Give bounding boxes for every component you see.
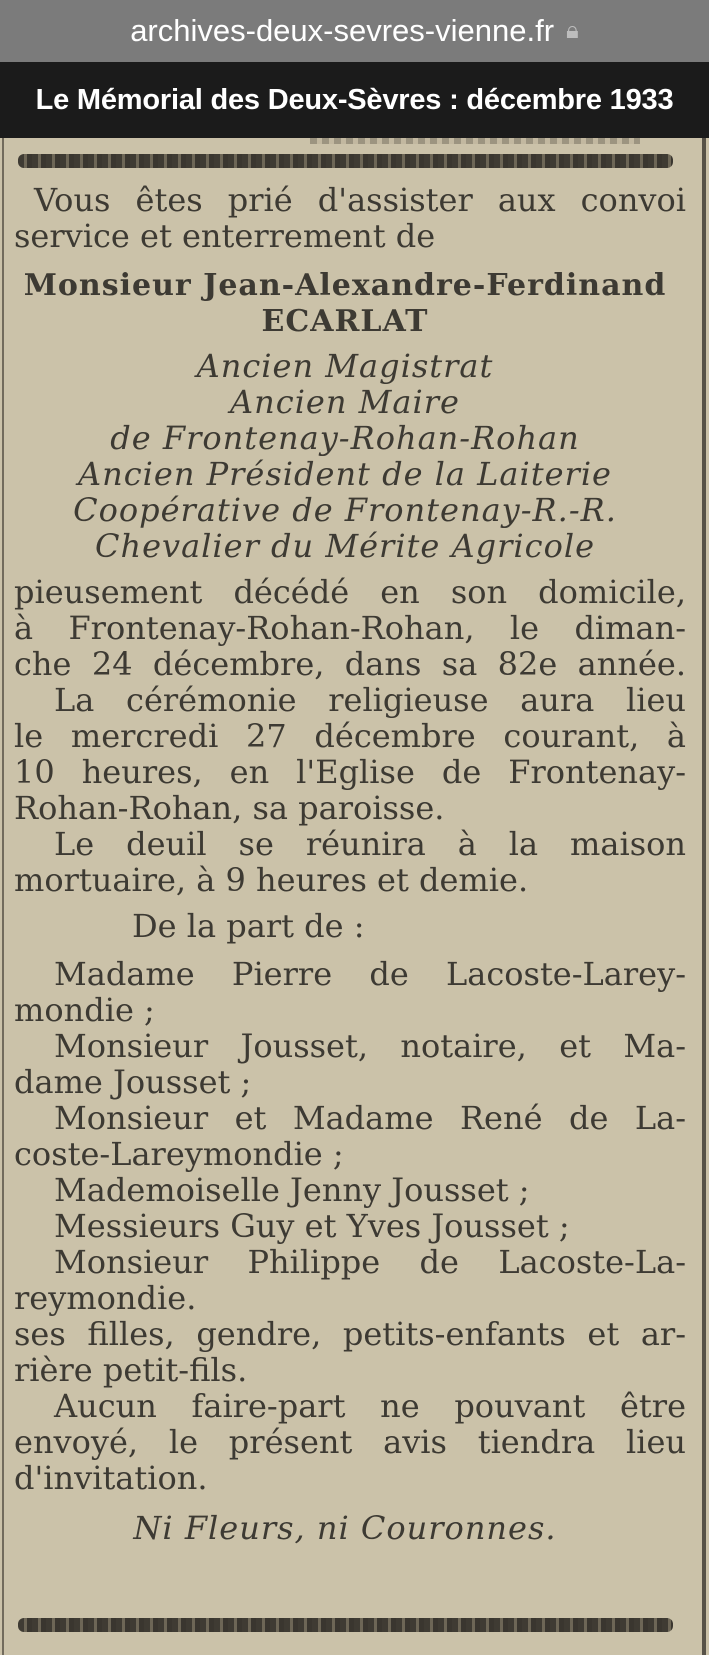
intro-line-1: Vous êtes prié d'assister aux convoi [34, 181, 686, 219]
family-line-2: mondie ; [14, 991, 155, 1029]
title-line-3: de Frontenay-Rohan-Rohan [110, 419, 580, 457]
closing-line-1: Aucun faire-part ne pouvant être [54, 1387, 686, 1425]
family-line-10: reymondie. [14, 1279, 197, 1317]
family-line-4: dame Jousset ; [14, 1063, 252, 1101]
title-line-2: Ancien Maire [230, 383, 460, 421]
family-line-8: Messieurs Guy et Yves Jousset ; [54, 1207, 570, 1245]
body-line-1: pieusement décédé en son domicile, [14, 573, 686, 611]
closing-line-2: envoyé, le présent avis tiendra lieu [14, 1423, 686, 1461]
body-line-3: che 24 décembre, dans sa 82e année. [14, 645, 686, 683]
body-line-9: mortuaire, à 9 heures et demie. [14, 861, 529, 899]
intro-line-2: service et enterrement de [14, 217, 436, 255]
lock-icon: 🔒︎ [566, 17, 579, 44]
previous-article-scrap [310, 138, 640, 144]
newspaper-clipping [0, 138, 709, 1655]
family-line-7: Mademoiselle Jenny Jousset ; [54, 1171, 530, 1209]
family-line-1: Madame Pierre de Lacoste-Larey- [54, 955, 686, 993]
body-line-4: La cérémonie religieuse aura lieu [54, 681, 686, 719]
title-line-6: Chevalier du Mérite Agricole [94, 527, 595, 565]
body-line-5: le mercredi 27 décembre courant, à [14, 717, 686, 755]
body-line-8: Le deuil se réunira à la maison [54, 825, 686, 863]
title-line-5: Coopérative de Frontenay-R.-R. [73, 491, 617, 529]
title-line-4: Ancien Président de la Laiterie [78, 455, 612, 493]
body-line-7: Rohan-Rohan, sa paroisse. [14, 789, 445, 827]
page-title: Le Mémorial des Deux-Sèvres : décembre 1933 [0, 62, 709, 138]
deceased-name: Monsieur Jean-Alexandre-Ferdinand [23, 268, 667, 303]
url-text[interactable]: archives-deux-sevres-vienne.fr [130, 13, 555, 48]
bottom-ornament-rule [18, 1618, 673, 1632]
top-ornament-rule [18, 154, 673, 168]
family-line-3: Monsieur Jousset, notaire, et Ma- [54, 1027, 686, 1065]
address-bar[interactable] [0, 0, 709, 62]
body-line-2: à Frontenay-Rohan-Rohan, le diman- [14, 609, 686, 647]
from-label: De la part de : [132, 907, 365, 945]
family-line-12: rière petit-fils. [14, 1351, 248, 1389]
family-line-5: Monsieur et Madame René de La- [54, 1099, 686, 1137]
column-rule-right [702, 138, 706, 1655]
body-line-6: 10 heures, en l'Eglise de Frontenay- [14, 753, 686, 791]
no-flowers-line: Ni Fleurs, ni Couronnes. [133, 1509, 557, 1547]
family-line-6: coste-Lareymondie ; [14, 1135, 344, 1173]
family-line-9: Monsieur Philippe de Lacoste-La- [54, 1243, 686, 1281]
deceased-surname: ECARLAT [261, 304, 429, 339]
family-line-11: ses filles, gendre, petits-enfants et ar- [14, 1315, 686, 1353]
closing-line-3: d'invitation. [14, 1459, 208, 1497]
title-line-1: Ancien Magistrat [196, 347, 494, 385]
